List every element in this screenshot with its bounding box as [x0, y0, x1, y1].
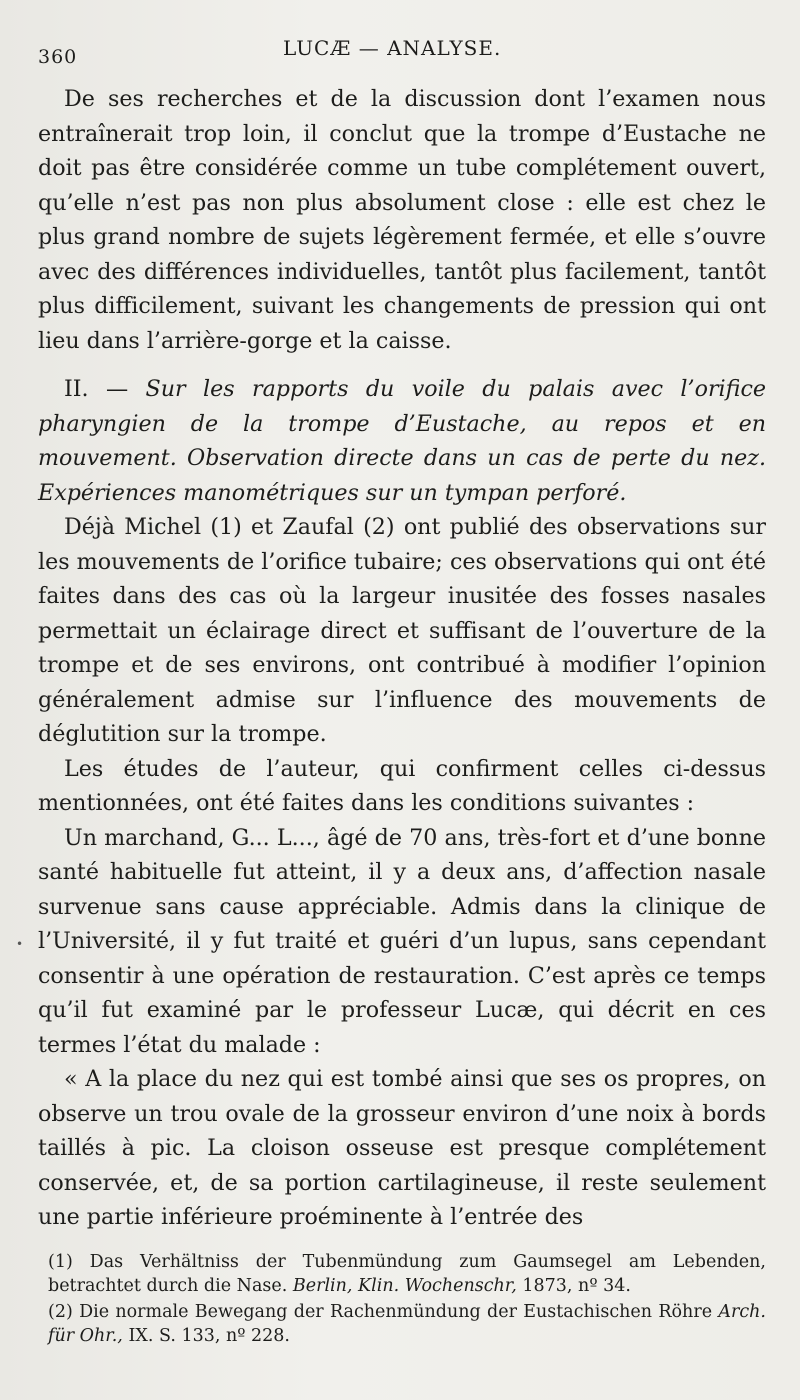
section-heading: [38, 372, 766, 510]
footnote-1-source: Berlin, Klin. Wochenschr,: [292, 1276, 517, 1296]
margin-dot: •: [16, 937, 24, 951]
footnote-1-text: Das Verhältniss der Tubenmündung zum Gaumsegel am Lebenden, betrachtet durch die Nase.: [48, 1252, 766, 1296]
paragraph-patient-case: Un marchand, G... L..., âgé de 70 ans, très-fort et d’une bonne santé habituelle fut atteint, il y a deux ans, d’affection nasale survenue sans cause appréciable. Admis dans la clinique de l’Université, il y fut traité et guéri d’un lupus, sans cependant consentir à une opération de restauration. C’est après ce temps qu’il fut examiné par le professeur Lucæ, qui décrit en ces termes l’état du malade :: [38, 824, 766, 1058]
paragraph-michel-zaufal: Déjà Michel (1) et Zaufal (2) ont publié des observations sur les mouvements de l’orifice tubaire; ces observations qui ont été faites dans des cas où la largeur inusitée des fosses nasales permettait un éclairage direct et suffisant de l’ouverture de la trompe et de ses environs, ont contribué à modifier l’opinion généralement admise sur l’influence des mouvements de déglutition sur la trompe.: [38, 514, 766, 747]
footnote-2: [48, 1300, 766, 1348]
footnote-1-ref: 1873, nº 34.: [522, 1276, 631, 1296]
paragraph-quotation: « A la place du nez qui est tombé ainsi que ses os propres, on observe un trou ovale de la grosseur environ d’une noix à bords taillés à pic. La cloison osseuse est presque complétement conservée, et, de sa portion cartilagineuse, il reste seulement une partie inférieure proéminente à l’entrée des: [38, 1066, 766, 1230]
footnote-2-source: Arch. für Ohr.,: [48, 1302, 766, 1346]
footnote-2-ref: IX. S. 133, nº 228.: [128, 1326, 290, 1346]
running-title: LUCÆ — ANALYSE.: [283, 36, 502, 60]
paragraph-author-studies: Les études de l’auteur, qui confirment celles ci-dessus mentionnées, ont été faites dans les conditions suivantes :: [38, 755, 766, 816]
section-title: Sur les rapports du voile du palais avec l’orifice pharyngien de la trompe d’Eustache, au repos et en mouvement. Observation directe dans un cas de perte du nez. Expériences manométriques sur un tympan perforé.: [38, 376, 767, 506]
body-text: [38, 82, 766, 1235]
footnote-1-mark: (1): [48, 1252, 73, 1272]
page-header: [38, 30, 766, 82]
section-number: II. —: [64, 376, 146, 402]
footnote-2-text: Die normale Bewegang der Rachenmündung der Eustachischen Röhre: [79, 1302, 713, 1322]
footnotes: [48, 1250, 766, 1350]
footnote-1: [48, 1250, 766, 1298]
paragraph-conclusion: De ses recherches et de la discussion dont l’examen nous entraînerait trop loin, il conclut que la trompe d’Eustache ne doit pas être considérée comme un tube complétement ouvert, qu’elle n’est pas non plus absolument close : elle est chez le plus grand nombre de sujets légèrement fermée, et elle s’ouvre avec des différences individuelles, tantôt plus facilement, tantôt plus difficilement, suivant les changements de pression qui ont lieu dans l’arrière-gorge et la caisse.: [38, 86, 766, 354]
page-number: 360: [38, 46, 78, 68]
footnote-2-mark: (2): [48, 1302, 73, 1322]
